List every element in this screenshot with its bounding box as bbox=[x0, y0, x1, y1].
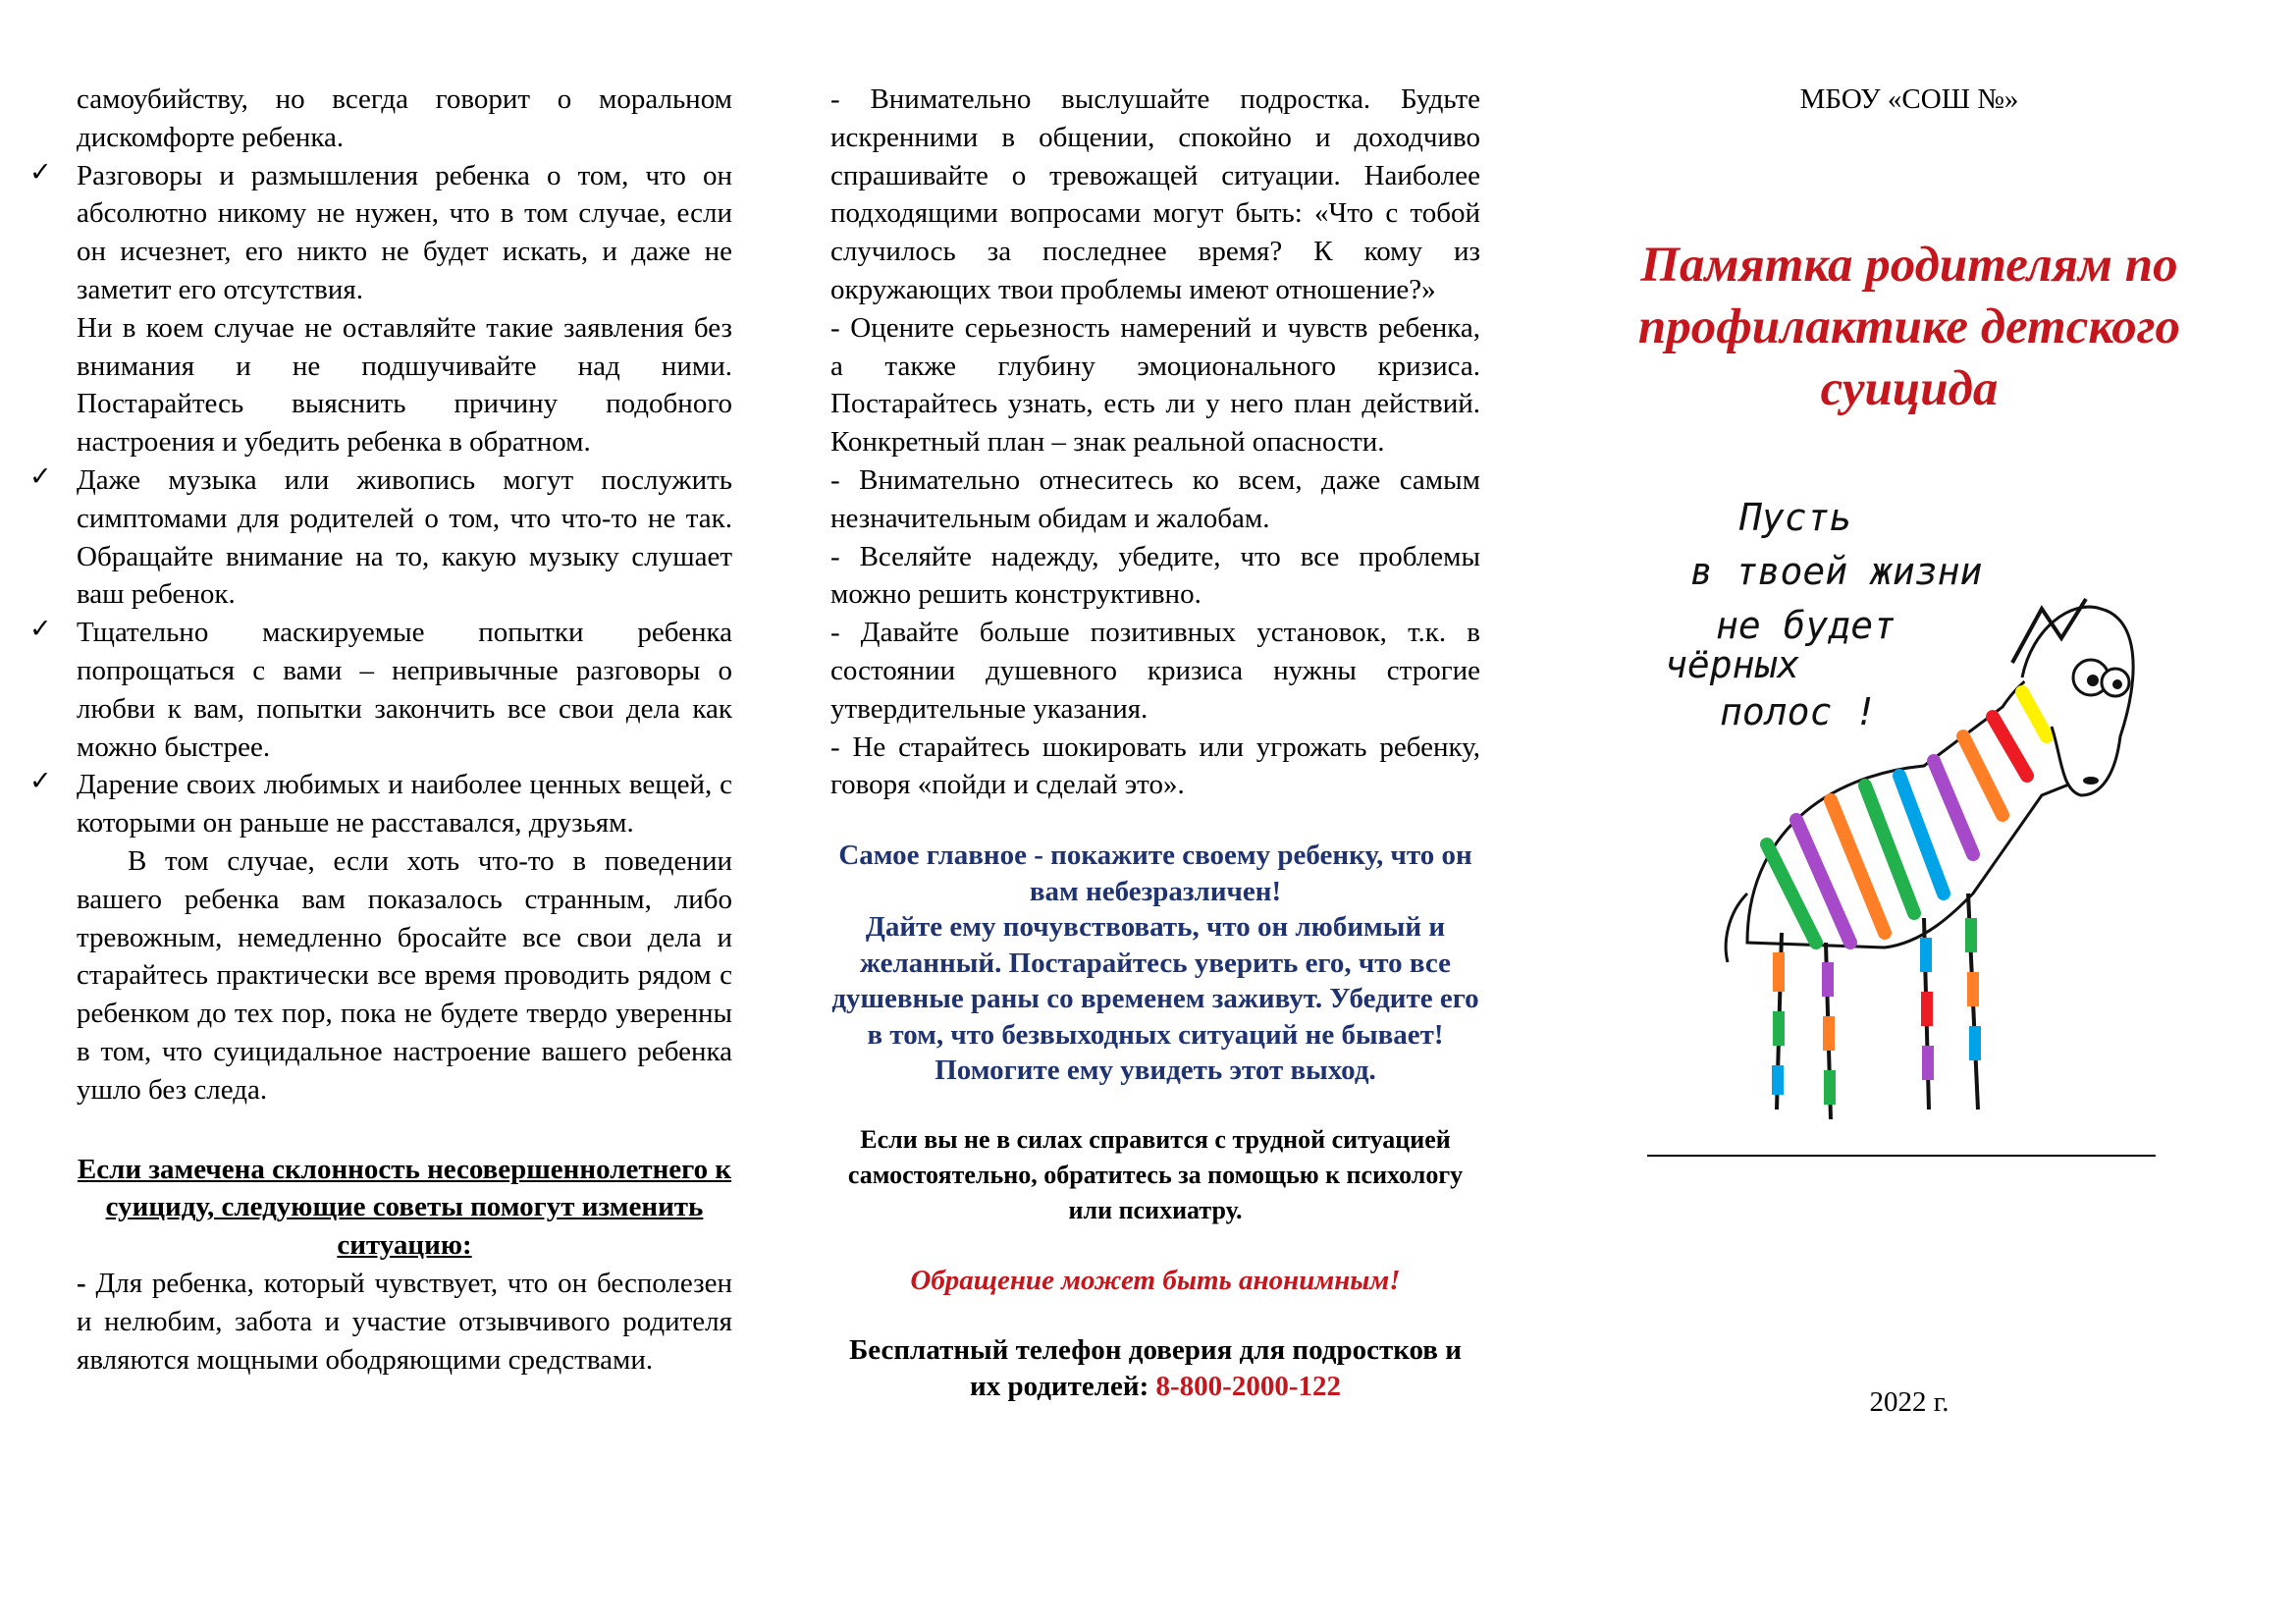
middle-column bbox=[830, 81, 1480, 1405]
paragraph: Ни в коем случае не оставляйте такие заявления без внимания и не подшучивайте над ними. Постарайтесь выяснить причину подобного настроения и убедить ребенка в обратном. bbox=[77, 311, 732, 459]
advice: - Вселяйте надежду, убедите, что все проблемы можно решить конструктивно. bbox=[830, 540, 1480, 611]
paragraph: В том случае, если хоть что-то в поведении вашего ребенка вам показалось странным, либо тревожным, немедленно бросайте все свои дела и старайтесь практически все время проводить рядом с ребенком до тех пор, пока не будете твердо уверенны в том, что суицидальное настроение вашего ребенка ушло без следа. bbox=[77, 844, 732, 1106]
brochure-title: Памятка родителям по профилактике детского суицида bbox=[1637, 237, 2181, 416]
help-note: Если вы не в силах справится с трудной ситуацией самостоятельно, обратитесь за помощью к психологу или психиатру. bbox=[847, 1124, 1464, 1224]
bullet-item bbox=[29, 156, 732, 309]
paragraph bbox=[77, 1265, 732, 1379]
check-icon: ✓ bbox=[29, 156, 52, 188]
dash: - bbox=[77, 1267, 86, 1299]
divider-line bbox=[1647, 1155, 2156, 1157]
zebra-caption-line: не будет bbox=[1716, 604, 1896, 647]
bullet-item bbox=[29, 460, 732, 614]
advice: - Внимательно отнеситесь ко всем, даже самым незначительным обидам и жалобам. bbox=[830, 463, 1480, 534]
check-icon: ✓ bbox=[29, 614, 52, 645]
bullet-text: Разговоры и размышления ребенка о том, что он абсолютно никому не нужен, что в том случае, если он исчезнет, его никто не будет искать, и даже не заметит его отсутствия. bbox=[77, 159, 732, 305]
cover-column bbox=[1585, 81, 2233, 420]
zebra-illustration bbox=[1629, 481, 2179, 1149]
hotline-label: Бесплатный телефон доверия для подростков и их родителей: bbox=[849, 1334, 1462, 1403]
paragraph-text: Для ребенка, который чувствует, что он бесполезен и нелюбим, забота и участие отзывчивого родителя являются мощными ободряющими средствами. bbox=[77, 1267, 732, 1376]
zebra-caption-line: Пусть bbox=[1739, 496, 1852, 539]
key-message bbox=[830, 838, 1480, 1089]
left-column bbox=[29, 81, 732, 1379]
key-message-3: Помогите ему увидеть этот выход. bbox=[934, 1055, 1376, 1087]
zebra-caption-line: в твоей жизни bbox=[1690, 550, 1983, 593]
check-icon: ✓ bbox=[29, 766, 52, 797]
bullet-item bbox=[29, 614, 732, 766]
zebra-caption-line: полос ! bbox=[1720, 690, 1878, 733]
advice: - Не старайтесь шокировать или угрожать ребенку, говоря «пойди и сделай это». bbox=[830, 731, 1480, 801]
bullet-item bbox=[29, 766, 732, 842]
year: 2022 г. bbox=[1869, 1386, 1949, 1418]
bullet-text: Тщательно маскируемые попытки ребенка попрощаться с вами – непривычные разговоры о любви к вам, попытки закончить все свои дела как можно быстрее. bbox=[77, 617, 732, 763]
anonymous-note: Обращение может быть анонимным! bbox=[910, 1264, 1401, 1296]
subheading: Если замечена склонность несовершеннолетнего к суициду, следующие советы помогут изменить ситуацию: bbox=[77, 1153, 732, 1262]
hotline bbox=[830, 1332, 1480, 1405]
bullet-text: Дарение своих любимых и наиболее ценных вещей, с которыми он раньше не расставался, друзьям. bbox=[77, 769, 732, 839]
paragraph: самоубийству, но всегда говорит о моральном дискомфорте ребенка. bbox=[77, 83, 732, 153]
advice: - Давайте больше позитивных установок, т.к. в состоянии душевного кризиса нужны строгие утвердительные указания. bbox=[830, 617, 1480, 725]
advice: - Оцените серьезность намерений и чувств ребенка, а также глубину эмоционального кризиса. Постарайтесь узнать, есть ли у него план действий. Конкретный план – знак реальной опасности. bbox=[830, 311, 1480, 459]
bullet-text: Даже музыка или живопись могут послужить симптомами для родителей о том, что что-то не так. Обращайте внимание на то, какую музыку слушает ваш ребенок. bbox=[77, 463, 732, 611]
zebra-caption-line: чёрных bbox=[1665, 643, 1800, 686]
key-message-1: Самое главное - покажите своему ребенку, что он вам небезразличен! bbox=[838, 839, 1472, 907]
school-name: МБОУ «СОШ №» bbox=[1799, 83, 2019, 115]
advice: - Внимательно выслушайте подростка. Будьте искренними в общении, спокойно и доходчиво спрашивайте о тревожащей ситуации. Наиболее подходящими вопросами могут быть: «Что с тобой случилось за последнее время? К кому из окружающих твои проблемы имеют отношение?» bbox=[830, 83, 1480, 305]
hotline-phone: 8-800-2000-122 bbox=[1155, 1371, 1341, 1403]
key-message-2: Дайте ему почувствовать, что он любимый и желанный. Постарайтесь уверить его, что все душевные раны со временем заживут. Убедите его в том, что безвыходных ситуаций не бывает! bbox=[831, 911, 1479, 1051]
check-icon: ✓ bbox=[29, 460, 52, 492]
